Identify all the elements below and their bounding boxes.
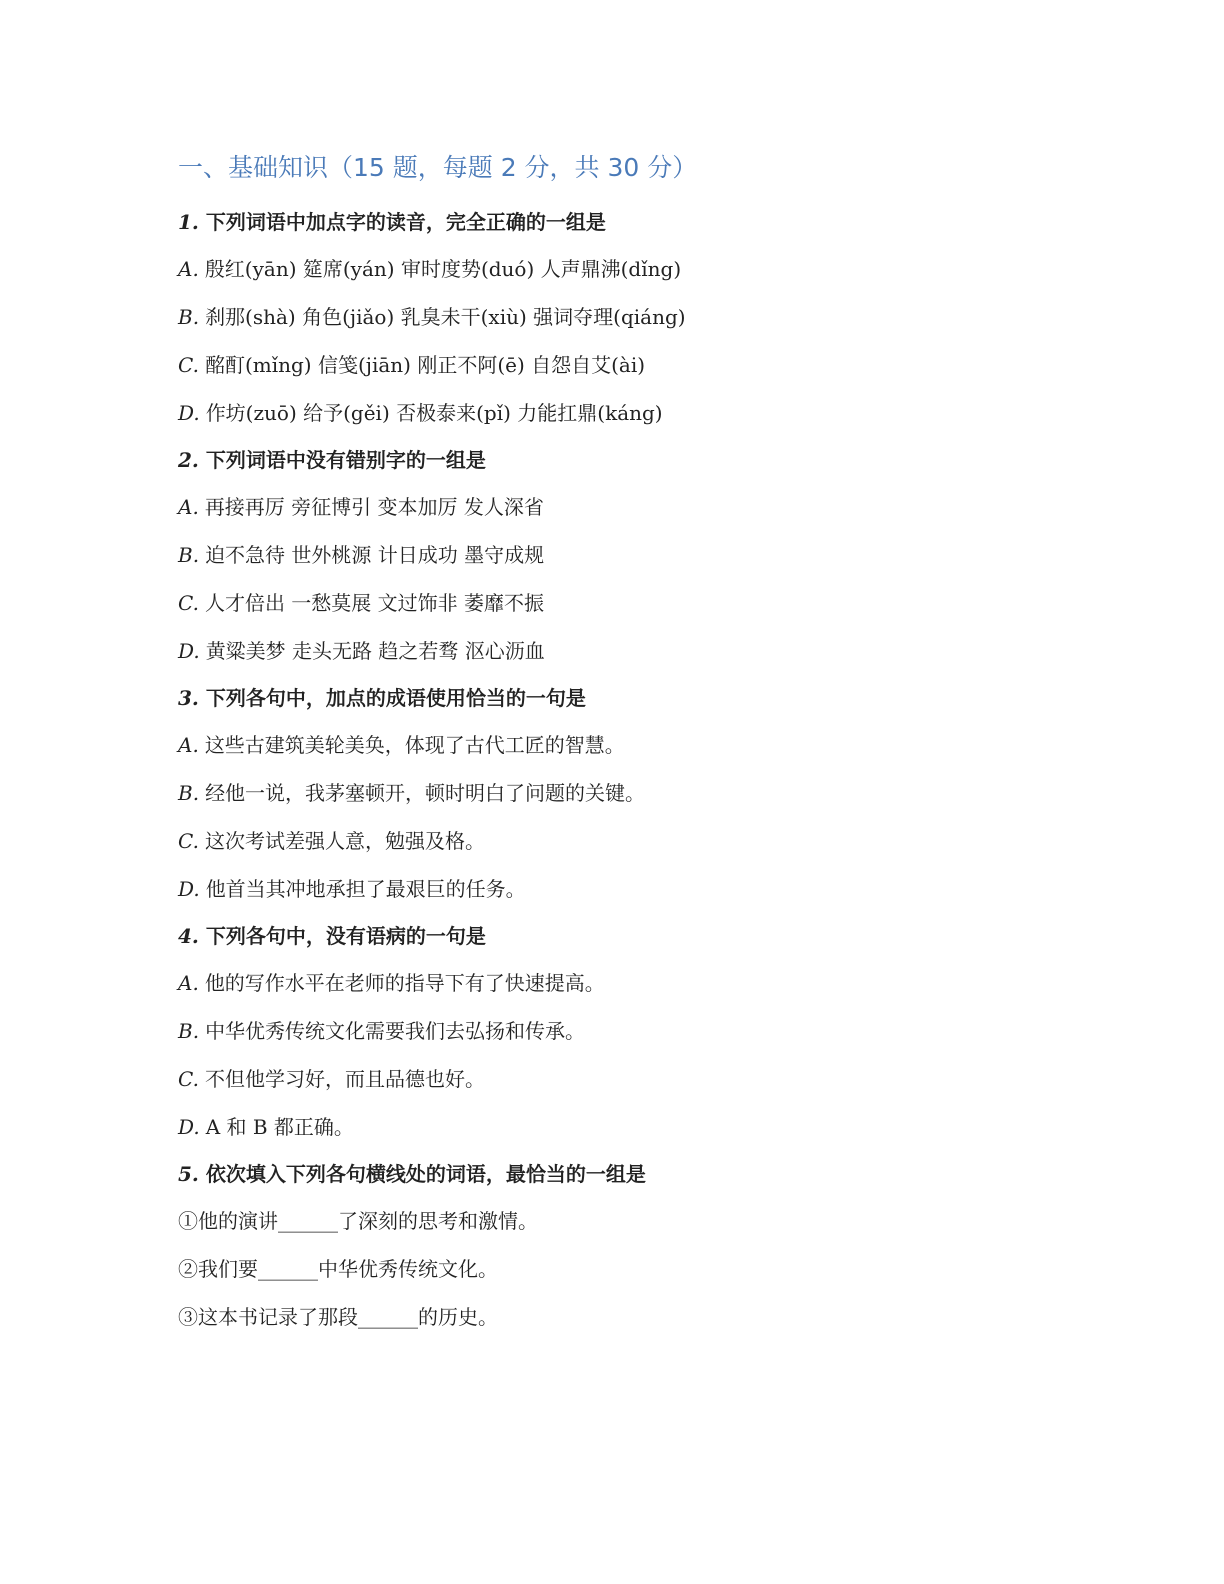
fill-blank-sentence-1 bbox=[178, 1206, 1078, 1236]
question-title bbox=[178, 1160, 1078, 1188]
option-text: ①他的演讲______了深刻的思考和激情。 bbox=[178, 1209, 538, 1233]
option-a bbox=[178, 968, 1078, 998]
question-2 bbox=[178, 446, 1078, 666]
exam-page bbox=[178, 150, 1078, 1350]
question-text: 下列各句中，加点的成语使用恰当的一句是 bbox=[205, 686, 586, 710]
option-text: 经他一说，我茅塞顿开，顿时明白了问题的关键。 bbox=[205, 781, 646, 805]
question-text: 下列词语中加点字的读音，完全正确的一组是 bbox=[205, 210, 606, 234]
option-text: 这些古建筑美轮美奂，体现了古代工匠的智慧。 bbox=[204, 733, 625, 757]
option-b bbox=[178, 778, 1078, 808]
option-c bbox=[178, 826, 1078, 856]
question-text: 下列各句中，没有语病的一句是 bbox=[205, 924, 486, 948]
option-c bbox=[178, 350, 1078, 380]
option-d bbox=[178, 1112, 1078, 1142]
option-text: 迫不急待 世外桃源 计日成功 墨守成规 bbox=[205, 543, 545, 567]
question-number: 4. bbox=[178, 924, 199, 948]
option-text: 他的写作水平在老师的指导下有了快速提高。 bbox=[204, 971, 605, 995]
option-letter: B. bbox=[178, 781, 200, 805]
option-d bbox=[178, 398, 1078, 428]
option-text: 人才倍出 一愁莫展 文过饰非 萎靡不振 bbox=[204, 591, 545, 615]
option-b bbox=[178, 302, 1078, 332]
option-b bbox=[178, 1016, 1078, 1046]
question-1 bbox=[178, 208, 1078, 428]
option-text: 刹那(shà) 角色(jiǎo) 乳臭未干(xiù) 强词夺理(qiáng) bbox=[205, 305, 686, 329]
option-letter: B. bbox=[178, 305, 200, 329]
option-text: 黄粱美梦 走头无路 趋之若骛 沤心沥血 bbox=[205, 639, 545, 663]
question-number: 1. bbox=[178, 210, 199, 234]
option-letter: A. bbox=[178, 495, 199, 519]
question-text: 下列词语中没有错别字的一组是 bbox=[205, 448, 486, 472]
option-letter: C. bbox=[178, 829, 199, 853]
option-letter: D. bbox=[178, 639, 200, 663]
option-c bbox=[178, 588, 1078, 618]
option-a bbox=[178, 492, 1078, 522]
option-text: 殷红(yān) 筵席(yán) 审时度势(duó) 人声鼎沸(dǐng) bbox=[204, 257, 682, 281]
option-a bbox=[178, 730, 1078, 760]
question-title bbox=[178, 684, 1078, 712]
option-text: 酩酊(mǐng) 信笺(jiān) 刚正不阿(ē) 自怨自艾(ài) bbox=[204, 353, 646, 377]
option-text: 不但他学习好，而且品德也好。 bbox=[204, 1067, 485, 1091]
option-letter: A. bbox=[178, 733, 199, 757]
question-number: 2. bbox=[178, 448, 199, 472]
option-text: ③这本书记录了那段______的历史。 bbox=[178, 1305, 498, 1329]
question-text: 依次填入下列各句横线处的词语，最恰当的一组是 bbox=[205, 1162, 646, 1186]
option-letter: A. bbox=[178, 257, 199, 281]
question-number: 5. bbox=[178, 1162, 199, 1186]
option-c bbox=[178, 1064, 1078, 1094]
option-b bbox=[178, 540, 1078, 570]
option-text: 再接再厉 旁征博引 变本加厉 发人深省 bbox=[204, 495, 544, 519]
option-letter: C. bbox=[178, 591, 199, 615]
option-text: 中华优秀传统文化需要我们去弘扬和传承。 bbox=[205, 1019, 586, 1043]
question-5 bbox=[178, 1160, 1078, 1332]
question-number: 3. bbox=[178, 686, 199, 710]
option-text: A 和 B 都正确。 bbox=[205, 1115, 354, 1139]
question-title bbox=[178, 208, 1078, 236]
option-letter: D. bbox=[178, 1115, 200, 1139]
question-3 bbox=[178, 684, 1078, 904]
question-4 bbox=[178, 922, 1078, 1142]
section-title: 一、基础知识（15 题，每题 2 分，共 30 分） bbox=[178, 153, 698, 182]
option-a bbox=[178, 254, 1078, 284]
option-d bbox=[178, 636, 1078, 666]
option-text: 作坊(zuō) 给予(gěi) 否极泰来(pǐ) 力能扛鼎(káng) bbox=[205, 401, 663, 425]
option-letter: D. bbox=[178, 877, 200, 901]
option-letter: C. bbox=[178, 353, 199, 377]
option-text: 这次考试差强人意，勉强及格。 bbox=[204, 829, 485, 853]
question-title bbox=[178, 922, 1078, 950]
option-letter: C. bbox=[178, 1067, 199, 1091]
question-title bbox=[178, 446, 1078, 474]
option-letter: B. bbox=[178, 543, 200, 567]
fill-blank-sentence-3 bbox=[178, 1302, 1078, 1332]
option-letter: B. bbox=[178, 1019, 200, 1043]
fill-blank-sentence-2 bbox=[178, 1254, 1078, 1284]
option-d bbox=[178, 874, 1078, 904]
option-text: 他首当其冲地承担了最艰巨的任务。 bbox=[205, 877, 526, 901]
option-text: ②我们要______中华优秀传统文化。 bbox=[178, 1257, 498, 1281]
option-letter: D. bbox=[178, 401, 200, 425]
option-letter: A. bbox=[178, 971, 199, 995]
